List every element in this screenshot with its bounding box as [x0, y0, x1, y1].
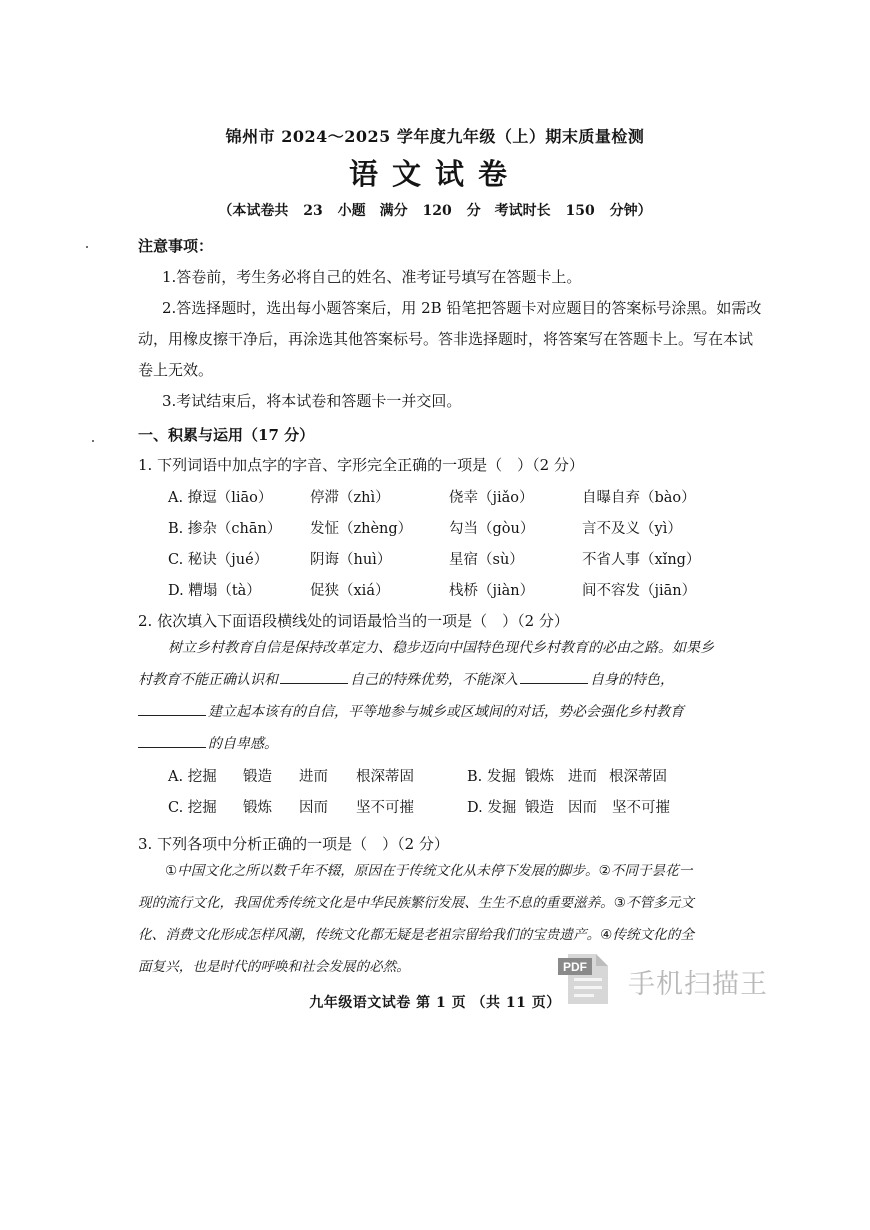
option-b-item: B. 掺杂（chān）	[168, 521, 282, 537]
passage-line	[138, 696, 684, 728]
notice-item: 3.考试结束后，将本试卷和答题卡一并交回。	[162, 392, 462, 410]
fill-blank	[280, 669, 348, 684]
option-a-word: 锻造	[243, 769, 272, 785]
exam-header: 锦州市 2024～2025 学年度九年级（上）期末质量检测	[225, 127, 645, 146]
option-b-word: 进而	[568, 769, 597, 785]
option-d-item: 间不容发（jiān）	[582, 583, 697, 599]
option-a-word: 进而	[299, 769, 328, 785]
question-2-stem: 2. 依次填入下面语段横线处的词语最恰当的一项是（ ）（2 分）	[138, 612, 569, 630]
option-row	[0, 765, 870, 785]
passage-line: 树立乡村教育自信是保持改革定力、稳步迈向中国特色现代乡村教育的必由之路。如果乡	[168, 640, 714, 656]
option-c-item: C. 秘诀（jué）	[168, 552, 269, 568]
option-d-word: D. 发掘	[467, 800, 517, 816]
option-c-word: 锻炼	[243, 800, 272, 816]
option-c-item: 星宿（sù）	[449, 552, 524, 568]
option-c-item: 不省人事（xǐng）	[582, 552, 701, 568]
notice-item: 2.答选择题时，选出每小题答案后，用 2B 铅笔把答题卡对应题目的答案标号涂黑。如需改	[162, 299, 762, 317]
notice-item: 动，用橡皮擦干净后，再涂选其他答案标号。答非选择题时，将答案写在答题卡上。写在本试	[138, 330, 754, 348]
option-d-item: 促狭（xiá）	[310, 583, 390, 599]
option-c-word: 因而	[299, 800, 328, 816]
scanner-watermark	[558, 948, 788, 1012]
passage-text: 自身的特色，	[590, 672, 674, 688]
passage-text: 村教育不能正确认识和	[138, 672, 278, 688]
option-b-item: 勾当（gòu）	[449, 521, 535, 537]
option-row	[0, 517, 870, 537]
question-3-stem: 3. 下列各项中分析正确的一项是（ ）（2 分）	[138, 835, 449, 853]
notice-item: 卷上无效。	[138, 361, 214, 379]
fill-blank	[520, 669, 588, 684]
notice-title: 注意事项：	[138, 237, 214, 255]
passage-text: 自己的特殊优势，不能深入	[350, 672, 518, 688]
watermark-text: 手机扫描王	[628, 969, 768, 1000]
option-b-word: 锻炼	[525, 769, 554, 785]
option-c-item: 阴诲（huì）	[310, 552, 392, 568]
option-row	[0, 486, 870, 506]
option-d-word: 坚不可摧	[612, 800, 670, 816]
page-footer: 九年级语文试卷 第 1 页 （共 11 页）	[309, 995, 561, 1011]
option-b-word: B. 发掘	[467, 769, 516, 785]
exam-meta: （本试卷共 23 小题 满分 120 分 考试时长 150 分钟）	[218, 203, 652, 219]
passage-line: 现的流行文化，我国优秀传统文化是中华民族繁衍发展、生生不息的重要滋养。③不管多元文	[138, 895, 694, 911]
option-d-word: 因而	[568, 800, 597, 816]
option-row	[0, 579, 870, 599]
option-d-item: 栈桥（jiàn）	[449, 583, 535, 599]
scan-speck	[86, 246, 88, 248]
pdf-file-icon	[558, 948, 620, 1010]
option-c-word: C. 挖掘	[168, 800, 217, 816]
option-b-item: 言不及义（yì）	[582, 521, 682, 537]
passage-line	[138, 664, 674, 696]
passage-line	[138, 728, 278, 760]
option-a-item: 自曝自弃（bào）	[582, 490, 696, 506]
notice-item: 1.答卷前，考生务必将自己的姓名、准考证号填写在答题卡上。	[162, 268, 582, 286]
passage-line: 面复兴，也是时代的呼唤和社会发展的必然。	[138, 959, 410, 975]
option-a-word: 根深蒂固	[356, 769, 414, 785]
option-row	[0, 548, 870, 568]
passage-text: 的自卑感。	[208, 736, 278, 752]
fill-blank	[138, 733, 206, 748]
section-title: 一、积累与运用（17 分）	[138, 426, 315, 444]
exam-title: 语文试卷	[348, 157, 521, 191]
passage-text: 建立起本该有的自信，平等地参与城乡或区域间的对话，势必会强化乡村教育	[208, 704, 684, 720]
passage-line: 化、消费文化形成怎样风潮，传统文化都无疑是老祖宗留给我们的宝贵遗产。④传统文化的全	[138, 927, 694, 943]
option-d-item: D. 糟塌（tà）	[168, 583, 261, 599]
option-a-item: A. 撩逗（liāo）	[168, 490, 273, 506]
option-c-word: 坚不可摧	[356, 800, 414, 816]
option-row	[0, 796, 870, 816]
scan-speck	[92, 440, 94, 442]
option-a-word: A. 挖掘	[168, 769, 217, 785]
option-d-word: 锻造	[525, 800, 554, 816]
fill-blank	[138, 701, 206, 716]
passage-line: ①中国文化之所以数千年不辍，原因在于传统文化从未停下发展的脚步。②不同于昙花一	[165, 863, 693, 879]
option-a-item: 侥幸（jiǎo）	[449, 490, 534, 506]
question-1-stem: 1. 下列词语中加点字的字音、字形完全正确的一项是（ ）（2 分）	[138, 456, 584, 474]
option-b-word: 根深蒂固	[609, 769, 667, 785]
option-b-item: 发怔（zhèng）	[310, 521, 413, 537]
option-a-item: 停滞（zhì）	[310, 490, 390, 506]
pdf-badge: PDF	[563, 960, 587, 974]
